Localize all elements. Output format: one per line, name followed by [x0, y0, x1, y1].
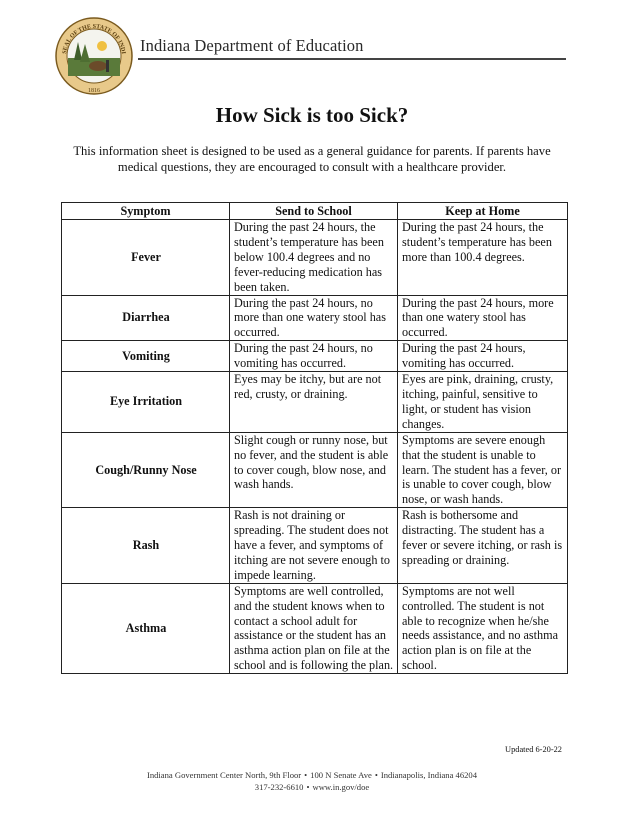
- symptom-cell: Vomiting: [62, 341, 230, 372]
- footer-website-link[interactable]: www.in.gov/doe: [312, 782, 370, 792]
- send-to-school-cell: Eyes may be itchy, but are not red, crusty, or draining.: [230, 372, 398, 433]
- page-title: How Sick is too Sick?: [215, 103, 409, 127]
- table-row: [62, 341, 568, 372]
- table-row: [62, 372, 568, 433]
- table-row: [62, 295, 568, 341]
- symptom-cell: Fever: [62, 220, 230, 296]
- header-send-to-school: Send to School: [230, 203, 398, 220]
- send-to-school-cell: During the past 24 hours, the student’s temperature has been below 100.4 degrees and no fever-reducing medication has been taken.: [230, 220, 398, 296]
- keep-at-home-cell: During the past 24 hours, the student’s temperature has been more than 100.4 degrees.: [398, 220, 568, 296]
- symptom-cell: Cough/Runny Nose: [62, 432, 230, 508]
- symptom-guidance-table: [61, 202, 568, 674]
- footer-address-building: Indiana Government Center North, 9th Floor: [146, 770, 302, 780]
- send-to-school-cell: Symptoms are well controlled, and the student knows when to contact a school adult for assistance or the student has an asthma action plan on file at the school and is following the plan.: [230, 583, 398, 673]
- updated-date: Updated 6-20-22: [505, 745, 562, 754]
- send-to-school-cell: Slight cough or runny nose, but no fever, and the student is able to cover cough, blow nose, and wash hands.: [230, 432, 398, 508]
- table-row: [62, 220, 568, 296]
- table-row: [62, 508, 568, 584]
- header-keep-at-home: Keep at Home: [398, 203, 568, 220]
- table-header-row: [62, 203, 568, 220]
- table-row: [62, 583, 568, 673]
- keep-at-home-cell: Rash is bothersome and distracting. The student has a fever or severe itching, or rash is spreading or draining.: [398, 508, 568, 584]
- keep-at-home-cell: During the past 24 hours, more than one watery stool has occurred.: [398, 295, 568, 341]
- symptom-cell: Asthma: [62, 583, 230, 673]
- symptom-cell: Rash: [62, 508, 230, 584]
- header-divider: [138, 58, 566, 60]
- symptom-cell: Eye Irritation: [62, 372, 230, 433]
- footer-phone: 317-232-6610: [254, 782, 304, 792]
- footer-contact: 317-232-6610 • www.in.gov/doe: [254, 782, 370, 792]
- table-row: [62, 432, 568, 508]
- footer-address: Indiana Government Center North, 9th Floor • 100 N Senate Ave • Indianapolis, Indiana 46204: [146, 770, 478, 780]
- footer-address-city: Indianapolis, Indiana 46204: [380, 770, 478, 780]
- send-to-school-cell: During the past 24 hours, no more than one watery stool has occurred.: [230, 295, 398, 341]
- keep-at-home-cell: Symptoms are not well controlled. The student is not able to recognize when he/she needs assistance, and no asthma action plan is on file at the school.: [398, 583, 568, 673]
- footer: [0, 769, 624, 793]
- footer-address-street: 100 N Senate Ave: [310, 770, 372, 780]
- state-seal-logo: [54, 16, 134, 96]
- send-to-school-cell: During the past 24 hours, no vomiting has occurred.: [230, 341, 398, 372]
- send-to-school-cell: Rash is not draining or spreading. The student does not have a fever, and symptoms of itching are not severe enough to impede learning.: [230, 508, 398, 584]
- symptom-cell: Diarrhea: [62, 295, 230, 341]
- keep-at-home-cell: Symptoms are severe enough that the student is unable to learn. The student has a fever, or is unable to cover cough, blow nose, or wash hands.: [398, 432, 568, 508]
- keep-at-home-cell: During the past 24 hours, vomiting has occurred.: [398, 341, 568, 372]
- intro-text: This information sheet is designed to be used as a general guidance for parents. If parents have medical questions, they are encouraged to consult with a healthcare provider.: [73, 144, 551, 174]
- seal-year: 1816: [88, 88, 100, 94]
- keep-at-home-cell: Eyes are pink, draining, crusty, itching, painful, sensitive to light, or student has vision changes.: [398, 372, 568, 433]
- seal-text: SEAL OF THE STATE OF INDI: [62, 23, 126, 55]
- org-name: Indiana Department of Education: [140, 36, 364, 55]
- header-symptom: Symptom: [62, 203, 230, 220]
